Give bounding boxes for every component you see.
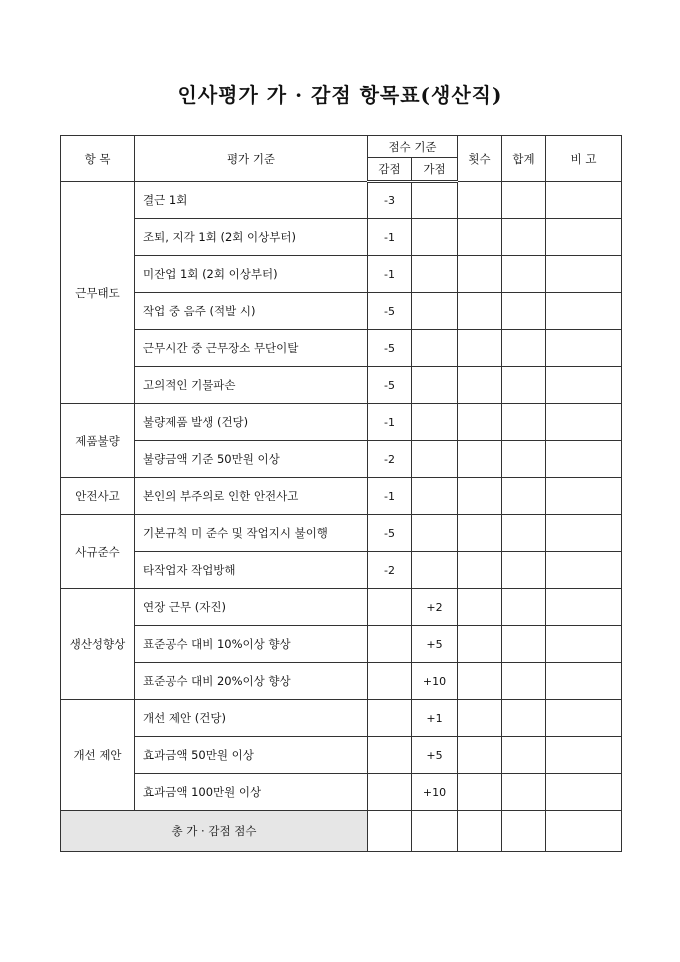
- count-cell: [458, 515, 502, 552]
- table-row: [61, 737, 622, 774]
- page-title: 인사평가 가 · 감점 항목표(생산직): [177, 83, 503, 107]
- deduct-cell: -2: [368, 441, 412, 478]
- category-cell: 개선 제안: [61, 700, 135, 811]
- total-cell: [502, 219, 546, 256]
- add-cell: [412, 552, 458, 589]
- total-deduct-cell: [368, 811, 412, 852]
- table-row: [61, 182, 622, 219]
- total-cell: [502, 404, 546, 441]
- table-row: [61, 663, 622, 700]
- total-cell: [502, 589, 546, 626]
- total-sum-cell: [502, 811, 546, 852]
- table-row: [61, 330, 622, 367]
- criteria-cell: 결근 1회: [135, 182, 368, 219]
- deduct-cell: -3: [368, 182, 412, 219]
- deduct-cell: [368, 626, 412, 663]
- header-criteria: 평가 기준: [135, 136, 368, 182]
- add-cell: [412, 256, 458, 293]
- table-row: [61, 626, 622, 663]
- table-row: [61, 774, 622, 811]
- remark-cell: [546, 515, 622, 552]
- count-cell: [458, 737, 502, 774]
- criteria-cell: 기본규칙 미 준수 및 작업지시 불이행: [135, 515, 368, 552]
- header-item: 항 목: [61, 136, 135, 182]
- criteria-cell: 조퇴, 지각 1회 (2회 이상부터): [135, 219, 368, 256]
- count-cell: [458, 774, 502, 811]
- criteria-cell: 작업 중 음주 (적발 시): [135, 293, 368, 330]
- header-add: 가점: [412, 158, 458, 182]
- criteria-cell: 본인의 부주의로 인한 안전사고: [135, 478, 368, 515]
- count-cell: [458, 700, 502, 737]
- total-remark-cell: [546, 811, 622, 852]
- total-cell: [502, 293, 546, 330]
- total-row: [61, 811, 622, 852]
- add-cell: +2: [412, 589, 458, 626]
- add-cell: [412, 182, 458, 219]
- add-cell: [412, 367, 458, 404]
- remark-cell: [546, 589, 622, 626]
- header-deduct: 감점: [368, 158, 412, 182]
- add-cell: [412, 330, 458, 367]
- remark-cell: [546, 441, 622, 478]
- remark-cell: [546, 219, 622, 256]
- count-cell: [458, 256, 502, 293]
- remark-cell: [546, 256, 622, 293]
- add-cell: [412, 293, 458, 330]
- add-cell: [412, 404, 458, 441]
- total-cell: [502, 552, 546, 589]
- deduct-cell: -5: [368, 330, 412, 367]
- add-cell: +10: [412, 774, 458, 811]
- total-cell: [502, 515, 546, 552]
- deduct-cell: [368, 663, 412, 700]
- count-cell: [458, 663, 502, 700]
- criteria-cell: 표준공수 대비 10%이상 향상: [135, 626, 368, 663]
- remark-cell: [546, 404, 622, 441]
- criteria-cell: 미잔업 1회 (2회 이상부터): [135, 256, 368, 293]
- count-cell: [458, 589, 502, 626]
- table-row: [61, 293, 622, 330]
- header-score-standard: 점수 기준: [368, 136, 458, 158]
- criteria-cell: 개선 제안 (건당): [135, 700, 368, 737]
- deduct-cell: [368, 700, 412, 737]
- table-row: [61, 515, 622, 552]
- category-cell: 근무태도: [61, 182, 135, 404]
- total-cell: [502, 441, 546, 478]
- criteria-cell: 근무시간 중 근무장소 무단이탈: [135, 330, 368, 367]
- header-count: 횟수: [458, 136, 502, 182]
- total-cell: [502, 626, 546, 663]
- remark-cell: [546, 552, 622, 589]
- table-row: [61, 219, 622, 256]
- deduct-cell: -5: [368, 515, 412, 552]
- criteria-cell: 타작업자 작업방해: [135, 552, 368, 589]
- total-cell: [502, 737, 546, 774]
- remark-cell: [546, 293, 622, 330]
- count-cell: [458, 626, 502, 663]
- criteria-cell: 효과금액 50만원 이상: [135, 737, 368, 774]
- count-cell: [458, 552, 502, 589]
- count-cell: [458, 367, 502, 404]
- total-cell: [502, 478, 546, 515]
- table-row: [61, 404, 622, 441]
- remark-cell: [546, 182, 622, 219]
- total-add-cell: [412, 811, 458, 852]
- add-cell: +5: [412, 626, 458, 663]
- total-cell: [502, 367, 546, 404]
- header-total: 합계: [502, 136, 546, 182]
- total-label: 총 가 · 감점 점수: [61, 811, 368, 852]
- total-cell: [502, 663, 546, 700]
- deduct-cell: -5: [368, 293, 412, 330]
- deduct-cell: -1: [368, 404, 412, 441]
- total-cell: [502, 700, 546, 737]
- remark-cell: [546, 700, 622, 737]
- table-row: [61, 478, 622, 515]
- remark-cell: [546, 626, 622, 663]
- criteria-cell: 고의적인 기물파손: [135, 367, 368, 404]
- criteria-cell: 불량제품 발생 (건당): [135, 404, 368, 441]
- remark-cell: [546, 663, 622, 700]
- deduct-cell: [368, 589, 412, 626]
- table-row: [61, 589, 622, 626]
- table-row: [61, 367, 622, 404]
- category-cell: 안전사고: [61, 478, 135, 515]
- add-cell: [412, 441, 458, 478]
- remark-cell: [546, 774, 622, 811]
- add-cell: +5: [412, 737, 458, 774]
- deduct-cell: -1: [368, 256, 412, 293]
- deduct-cell: -5: [368, 367, 412, 404]
- remark-cell: [546, 330, 622, 367]
- remark-cell: [546, 737, 622, 774]
- evaluation-table: [60, 135, 622, 852]
- criteria-cell: 효과금액 100만원 이상: [135, 774, 368, 811]
- add-cell: [412, 515, 458, 552]
- header-remark: 비 고: [546, 136, 622, 182]
- count-cell: [458, 330, 502, 367]
- deduct-cell: [368, 774, 412, 811]
- add-cell: [412, 478, 458, 515]
- deduct-cell: -2: [368, 552, 412, 589]
- total-cell: [502, 182, 546, 219]
- count-cell: [458, 441, 502, 478]
- criteria-cell: 연장 근무 (자진): [135, 589, 368, 626]
- deduct-cell: -1: [368, 478, 412, 515]
- criteria-cell: 불량금액 기준 50만원 이상: [135, 441, 368, 478]
- remark-cell: [546, 478, 622, 515]
- criteria-cell: 표준공수 대비 20%이상 향상: [135, 663, 368, 700]
- total-cell: [502, 774, 546, 811]
- table-row: [61, 256, 622, 293]
- count-cell: [458, 293, 502, 330]
- add-cell: [412, 219, 458, 256]
- table-row: [61, 441, 622, 478]
- total-count-cell: [458, 811, 502, 852]
- count-cell: [458, 478, 502, 515]
- category-cell: 사규준수: [61, 515, 135, 589]
- category-cell: 생산성향상: [61, 589, 135, 700]
- deduct-cell: [368, 737, 412, 774]
- count-cell: [458, 182, 502, 219]
- deduct-cell: -1: [368, 219, 412, 256]
- category-cell: 제품불량: [61, 404, 135, 478]
- remark-cell: [546, 367, 622, 404]
- count-cell: [458, 404, 502, 441]
- add-cell: +10: [412, 663, 458, 700]
- table-row: [61, 552, 622, 589]
- total-cell: [502, 256, 546, 293]
- table-row: [61, 700, 622, 737]
- add-cell: +1: [412, 700, 458, 737]
- count-cell: [458, 219, 502, 256]
- total-cell: [502, 330, 546, 367]
